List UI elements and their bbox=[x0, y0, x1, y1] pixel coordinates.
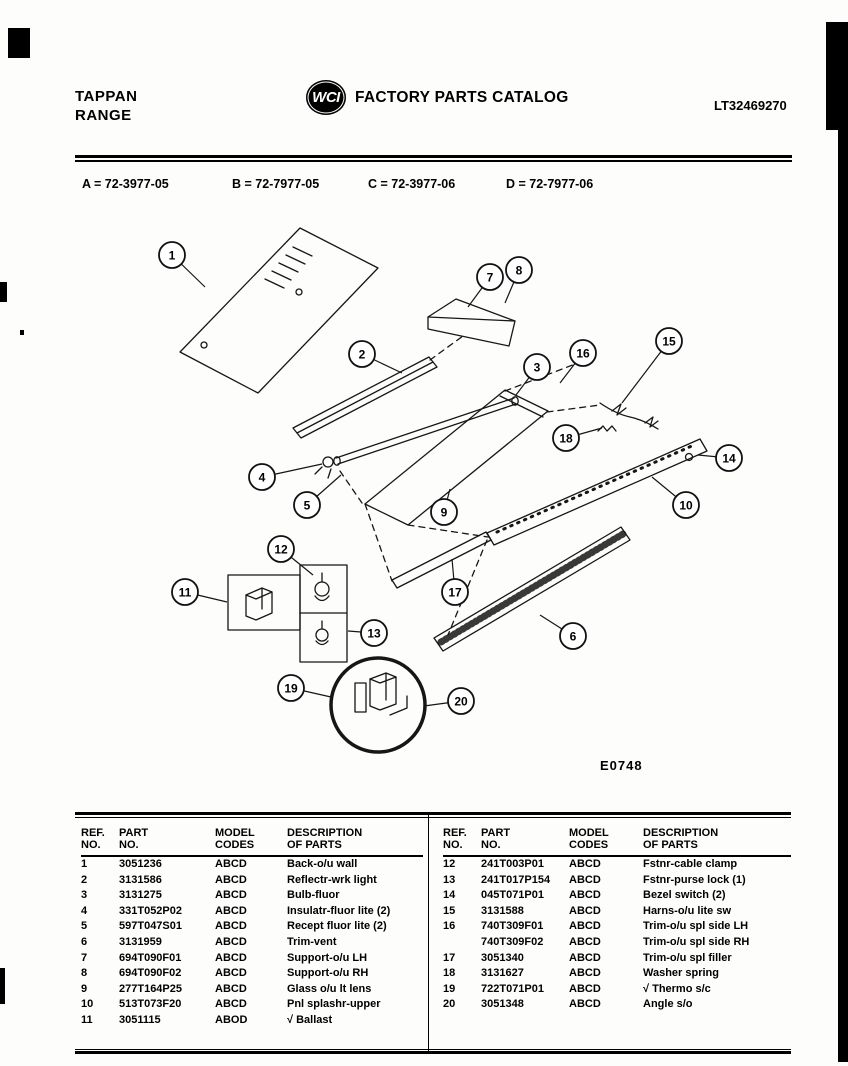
parts-row bbox=[443, 888, 791, 904]
parts-row bbox=[443, 966, 791, 982]
header-part: PART NO. bbox=[481, 818, 569, 856]
description: Trim-o/u spl filler bbox=[643, 951, 732, 964]
part-no: 3131588 bbox=[481, 904, 524, 917]
parts-row bbox=[443, 873, 791, 889]
model-codes: ABCD bbox=[569, 967, 601, 980]
model-codes: ABCD bbox=[215, 858, 247, 870]
parts-row bbox=[443, 982, 791, 998]
splash-filler-trim-part bbox=[392, 532, 491, 588]
model-codes: ABCD bbox=[569, 935, 601, 948]
ref-no bbox=[443, 935, 481, 951]
parts-row bbox=[81, 919, 423, 935]
ref-no: 16 bbox=[443, 920, 456, 933]
part-no: 694T090F02 bbox=[119, 967, 182, 980]
callout-number-11: 11 bbox=[178, 585, 192, 600]
table-body-left bbox=[81, 856, 423, 1029]
description: √ Ballast bbox=[287, 1013, 333, 1026]
back-panel-part bbox=[180, 228, 378, 393]
description: Pnl splashr-upper bbox=[287, 998, 381, 1011]
part-no: 3051115 bbox=[119, 1013, 161, 1026]
callout-number-16: 16 bbox=[576, 346, 590, 361]
description: Bulb-fluor bbox=[287, 889, 340, 902]
parts-table-right-half bbox=[437, 818, 791, 1049]
description: Recept fluor lite (2) bbox=[287, 920, 387, 933]
light-lens-glass-part bbox=[365, 390, 548, 525]
fluorescent-bulb-part bbox=[315, 397, 518, 478]
ref-no: 6 bbox=[81, 935, 88, 948]
scan-artifact bbox=[8, 28, 30, 58]
part-no: 694T090F01 bbox=[119, 951, 182, 964]
header-model: MODEL CODES bbox=[569, 818, 643, 856]
model-codes: ABCD bbox=[569, 904, 601, 917]
part-no: 3131959 bbox=[119, 935, 162, 948]
description: Reflectr-wrk light bbox=[287, 873, 377, 886]
ref-no: 20 bbox=[443, 998, 456, 1011]
model-codes: ABCD bbox=[569, 920, 601, 933]
ref-no: 7 bbox=[81, 951, 88, 964]
figure-code: E0748 bbox=[600, 758, 643, 773]
table-center-divider bbox=[428, 812, 429, 1054]
ref-no: 1 bbox=[81, 858, 88, 870]
ref-no: 15 bbox=[443, 904, 456, 917]
light-switch-harness-part bbox=[600, 403, 658, 429]
parts-row bbox=[81, 935, 423, 951]
model-codes: ABCD bbox=[215, 920, 247, 933]
model-codes: ABCD bbox=[215, 889, 247, 902]
description: Insulatr-fluor lite (2) bbox=[287, 904, 391, 917]
part-no: 331T052P02 bbox=[119, 904, 182, 917]
table-body-right bbox=[443, 856, 791, 1013]
description: Support-o/u LH bbox=[287, 951, 368, 964]
model-codes: ABCD bbox=[215, 873, 247, 886]
description: Glass o/u lt lens bbox=[287, 982, 372, 995]
parts-row bbox=[81, 951, 423, 967]
callout-number-3: 3 bbox=[533, 360, 541, 375]
parts-row bbox=[81, 966, 423, 982]
description: Trim-o/u spl side LH bbox=[643, 920, 749, 933]
wci-logo bbox=[306, 80, 346, 115]
parts-row bbox=[81, 873, 423, 889]
parts-row bbox=[81, 888, 423, 904]
callout-number-2: 2 bbox=[358, 347, 366, 362]
ref-no: 4 bbox=[81, 904, 88, 917]
part-no: 277T164P25 bbox=[119, 982, 182, 995]
scan-artifact bbox=[0, 968, 5, 1004]
part-no: 241T017P154 bbox=[481, 873, 551, 886]
description: Harns-o/u lite sw bbox=[643, 904, 732, 917]
model-codes: ABCD bbox=[569, 858, 601, 870]
callout-number-12: 12 bbox=[274, 542, 288, 557]
parts-row bbox=[443, 935, 791, 951]
header-rule-thick bbox=[75, 155, 792, 158]
catalog-title-group bbox=[306, 80, 569, 115]
table-bottom-rule-thin bbox=[75, 1049, 791, 1050]
parts-row bbox=[443, 951, 791, 967]
parts-row bbox=[81, 904, 423, 920]
header-desc: DESCRIPTION OF PARTS bbox=[287, 818, 423, 856]
description: Back-o/u wall bbox=[287, 858, 358, 870]
upper-splash-panel-part bbox=[487, 439, 707, 545]
description: Trim-o/u spl side RH bbox=[643, 935, 750, 948]
brand-line-2: RANGE bbox=[75, 106, 132, 124]
description: Fstnr-cable clamp bbox=[643, 858, 738, 870]
parts-row bbox=[443, 997, 791, 1013]
header-model: MODEL CODES bbox=[215, 818, 287, 856]
part-no: 3131275 bbox=[119, 889, 162, 902]
table-header bbox=[443, 818, 791, 856]
callout-number-17: 17 bbox=[448, 585, 462, 600]
callout-number-15: 15 bbox=[662, 334, 676, 349]
part-no: 597T047S01 bbox=[119, 920, 182, 933]
work-light-reflector-part bbox=[293, 357, 437, 438]
description: Trim-vent bbox=[287, 935, 337, 948]
part-no: 722T071P01 bbox=[481, 982, 544, 995]
parts-table-right bbox=[443, 818, 791, 1013]
callout-number-4: 4 bbox=[258, 470, 266, 485]
ref-no: 14 bbox=[443, 889, 456, 902]
callout-number-18: 18 bbox=[559, 431, 573, 446]
ballast-detail-box bbox=[228, 575, 300, 630]
part-no: 3051348 bbox=[481, 998, 524, 1011]
description: Bezel switch (2) bbox=[643, 889, 726, 902]
header-desc: DESCRIPTION OF PARTS bbox=[643, 818, 791, 856]
description: Fstnr-purse lock (1) bbox=[643, 873, 746, 886]
callout-number-19: 19 bbox=[284, 681, 298, 696]
part-no: 241T003P01 bbox=[481, 858, 544, 870]
model-codes: ABCD bbox=[215, 967, 247, 980]
model-codes: ABCD bbox=[569, 982, 601, 995]
callout-number-13: 13 bbox=[367, 626, 381, 641]
thermostat-detail-circle bbox=[331, 658, 425, 752]
ref-no: 17 bbox=[443, 951, 456, 964]
parts-table-left-half bbox=[75, 818, 423, 1049]
parts-row bbox=[443, 919, 791, 935]
table-header bbox=[81, 818, 423, 856]
model-code-line bbox=[0, 177, 848, 195]
ref-no: 12 bbox=[443, 858, 456, 870]
part-no: 3051236 bbox=[119, 858, 162, 870]
callout-number-1: 1 bbox=[168, 248, 176, 263]
catalog-title: FACTORY PARTS CATALOG bbox=[355, 88, 569, 106]
model-code-d: D = 72-7977-06 bbox=[506, 177, 594, 191]
ref-no: 2 bbox=[81, 873, 88, 886]
table-bottom-rule bbox=[75, 1051, 791, 1054]
support-bracket-part bbox=[428, 299, 515, 346]
part-no: 3051340 bbox=[481, 951, 524, 964]
part-no: 740T309F02 bbox=[481, 935, 544, 948]
ref-no: 19 bbox=[443, 982, 456, 995]
model-codes: ABCD bbox=[215, 998, 247, 1011]
parts-row bbox=[443, 904, 791, 920]
ref-no: 3 bbox=[81, 889, 88, 902]
callout-number-6: 6 bbox=[569, 629, 577, 644]
model-codes: ABCD bbox=[569, 889, 601, 902]
diagram-area bbox=[0, 215, 848, 800]
brand-line-1: TAPPAN bbox=[75, 88, 138, 105]
part-no: 513T073F20 bbox=[119, 998, 182, 1011]
parts-table-section bbox=[75, 812, 791, 1054]
ref-no: 11 bbox=[81, 1013, 93, 1026]
header-rule-thin bbox=[75, 160, 792, 162]
parts-row bbox=[81, 1013, 423, 1029]
model-codes: ABCD bbox=[569, 998, 601, 1011]
ref-no: 8 bbox=[81, 967, 88, 980]
header-part: PART NO. bbox=[119, 818, 215, 856]
description: Angle s/o bbox=[643, 998, 693, 1011]
part-no: 045T071P01 bbox=[481, 889, 544, 902]
model-codes: ABCD bbox=[215, 951, 247, 964]
parts-row bbox=[81, 982, 423, 998]
callout-number-14: 14 bbox=[722, 451, 736, 466]
table-top-rule bbox=[75, 812, 791, 815]
model-code-c: C = 72-3977-06 bbox=[368, 177, 456, 191]
ref-no: 10 bbox=[81, 998, 94, 1011]
model-codes: ABCD bbox=[215, 904, 247, 917]
wci-logo-text: WCI bbox=[312, 89, 340, 106]
ref-no: 5 bbox=[81, 920, 88, 933]
model-code-b: B = 72-7977-05 bbox=[232, 177, 320, 191]
model-code-a: A = 72-3977-05 bbox=[82, 177, 169, 191]
part-no: 3131627 bbox=[481, 967, 524, 980]
document-number: LT32469270 bbox=[714, 98, 787, 113]
ref-no: 9 bbox=[81, 982, 88, 995]
fastener-detail-box bbox=[300, 565, 347, 662]
parts-row bbox=[81, 856, 423, 873]
callout-layer bbox=[159, 242, 742, 714]
model-codes: ABCD bbox=[569, 873, 601, 886]
description: √ Thermo s/c bbox=[643, 982, 711, 995]
callout-number-5: 5 bbox=[303, 498, 311, 513]
callout-number-20: 20 bbox=[454, 694, 468, 709]
parts-table-left bbox=[81, 818, 423, 1029]
ref-no: 13 bbox=[443, 873, 456, 886]
header-ref: REF. NO. bbox=[81, 818, 119, 856]
model-codes: ABCD bbox=[215, 982, 247, 995]
model-codes: ABCD bbox=[569, 951, 601, 964]
model-codes: ABCD bbox=[215, 935, 247, 948]
model-codes: ABOD bbox=[215, 1013, 248, 1026]
ref-no: 18 bbox=[443, 967, 456, 980]
parts-row bbox=[443, 856, 791, 873]
description: Washer spring bbox=[643, 967, 719, 980]
description: Support-o/u RH bbox=[287, 967, 369, 980]
callout-number-9: 9 bbox=[440, 505, 448, 520]
header-ref: REF. NO. bbox=[443, 818, 481, 856]
callout-number-7: 7 bbox=[486, 270, 494, 285]
callout-number-10: 10 bbox=[679, 498, 693, 513]
exploded-parts-diagram bbox=[0, 215, 848, 800]
callout-number-8: 8 bbox=[515, 263, 523, 278]
part-no: 3131586 bbox=[119, 873, 162, 886]
part-no: 740T309F01 bbox=[481, 920, 544, 933]
brand-name bbox=[75, 88, 137, 126]
parts-row bbox=[81, 997, 423, 1013]
